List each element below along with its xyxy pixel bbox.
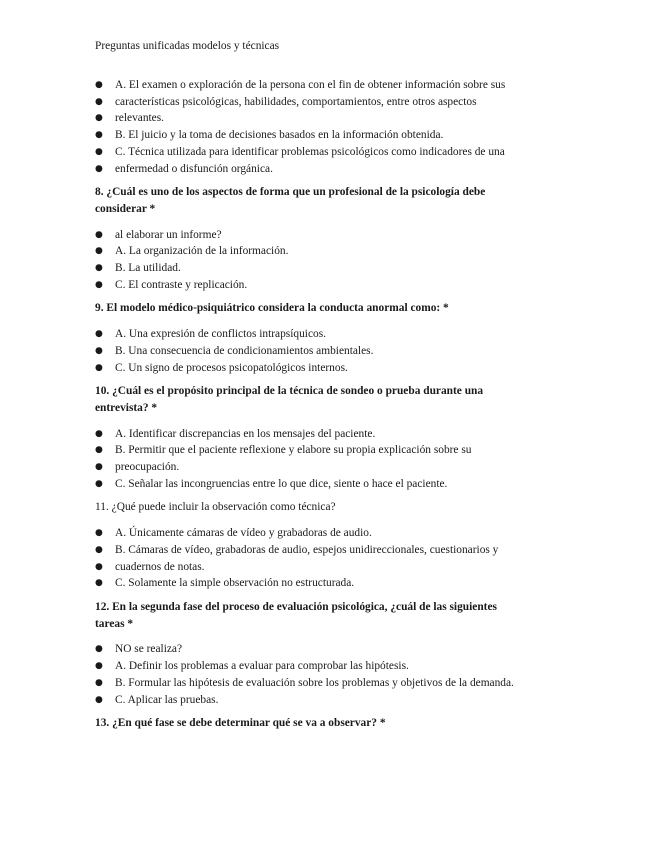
answer-list-q12 <box>95 641 565 708</box>
list-item: ● B. La utilidad. <box>95 260 565 277</box>
bullet-icon: ● <box>95 279 103 290</box>
list-item: ● A. Únicamente cámaras de vídeo y grabadoras de audio. <box>95 525 565 542</box>
question-12-title: 12. En la segunda fase del proceso de evaluación psicológica, ¿cuál de las siguientes tareas * <box>95 600 497 630</box>
document-content <box>95 77 565 741</box>
document-header: Preguntas unificadas modelos y técnicas <box>95 40 280 52</box>
list-item: ● B. Formular las hipótesis de evaluación sobre los problemas y objetivos de la demanda. <box>95 675 565 692</box>
answer-list-q9 <box>95 326 565 376</box>
list-item: ● C. El contraste y replicación. <box>95 277 565 294</box>
list-item: ● C. Solamente la simple observación no estructurada. <box>95 575 565 592</box>
list-item: ● C. Aplicar las pruebas. <box>95 692 565 709</box>
question-8-title: 8. ¿Cuál es uno de los aspectos de forma que un profesional de la psicología debe considerar * <box>95 186 486 215</box>
list-item: ● preocupación. <box>95 459 565 476</box>
list-item: ● enfermedad o disfunción orgánica. <box>95 161 565 178</box>
bullet-icon: ● <box>95 561 103 572</box>
list-item: ● al elaborar un informe? <box>95 227 565 244</box>
bullet-icon: ● <box>95 229 103 240</box>
bullet-icon: ● <box>95 478 103 489</box>
bullet-icon: ● <box>95 428 103 439</box>
list-item: ● B. Una consecuencia de condicionamientos ambientales. <box>95 343 565 360</box>
list-item: ● NO se realiza? <box>95 641 565 658</box>
bullet-icon: ● <box>95 528 103 539</box>
list-item: ● A. Definir los problemas a evaluar para comprobar las hipótesis. <box>95 658 565 675</box>
list-item: ● A. Una expresión de conflictos intrapsíquicos. <box>95 326 565 343</box>
answer-list-q8 <box>95 227 565 294</box>
list-item: ● C. Señalar las incongruencias entre lo que dice, siente o hace el paciente. <box>95 476 565 493</box>
bullet-icon: ● <box>95 345 103 356</box>
answer-list-q11 <box>95 525 565 592</box>
answer-list-previous <box>95 77 565 177</box>
bullet-icon: ● <box>95 130 103 141</box>
bullet-icon: ● <box>95 263 103 274</box>
bullet-icon: ● <box>95 694 103 705</box>
bullet-icon: ● <box>95 163 103 174</box>
list-item: ● cuadernos de notas. <box>95 559 565 576</box>
bullet-icon: ● <box>95 578 103 589</box>
bullet-icon: ● <box>95 146 103 157</box>
bullet-icon: ● <box>95 661 103 672</box>
bullet-icon: ● <box>95 113 103 124</box>
bullet-icon: ● <box>95 246 103 257</box>
bullet-icon: ● <box>95 544 103 555</box>
list-item: ● C. Técnica utilizada para identificar problemas psicológicos como indicadores de una <box>95 144 565 161</box>
list-item: ● B. Cámaras de vídeo, grabadoras de audio, espejos unidireccionales, cuestionarios y <box>95 542 565 559</box>
question-9-title: 9. El modelo médico-psiquiátrico considera la conducta anormal como: * <box>95 302 449 315</box>
list-item: ● A. La organización de la información. <box>95 243 565 260</box>
list-item: ● B. Permitir que el paciente reflexione y elabore su propia explicación sobre su <box>95 442 565 459</box>
bullet-icon: ● <box>95 644 103 655</box>
answer-list-q10 <box>95 426 565 493</box>
bullet-icon: ● <box>95 445 103 456</box>
bullet-icon: ● <box>95 80 103 90</box>
list-item: ● A. Identificar discrepancias en los mensajes del paciente. <box>95 426 565 443</box>
question-11-title: 11. ¿Qué puede incluir la observación como técnica? <box>95 501 336 514</box>
list-item: ● B. El juicio y la toma de decisiones basados en la información obtenida. <box>95 127 565 144</box>
bullet-icon: ● <box>95 362 103 373</box>
bullet-icon: ● <box>95 462 103 473</box>
list-item: ● A. El examen o exploración de la persona con el fin de obtener información sobre sus <box>95 77 565 94</box>
bullet-icon: ● <box>95 677 103 688</box>
list-item: ● características psicológicas, habilidades, comportamientos, entre otros aspectos <box>95 94 565 111</box>
bullet-icon: ● <box>95 329 103 340</box>
list-item: ● relevantes. <box>95 110 565 127</box>
question-10-title: 10. ¿Cuál es el propósito principal de la técnica de sondeo o prueba durante una entrevista? * <box>95 385 484 414</box>
question-13-title: 13. ¿En qué fase se debe determinar qué se va a observar? * <box>95 717 386 730</box>
bullet-icon: ● <box>95 96 103 107</box>
list-item: ● C. Un signo de procesos psicopatológicos internos. <box>95 360 565 377</box>
